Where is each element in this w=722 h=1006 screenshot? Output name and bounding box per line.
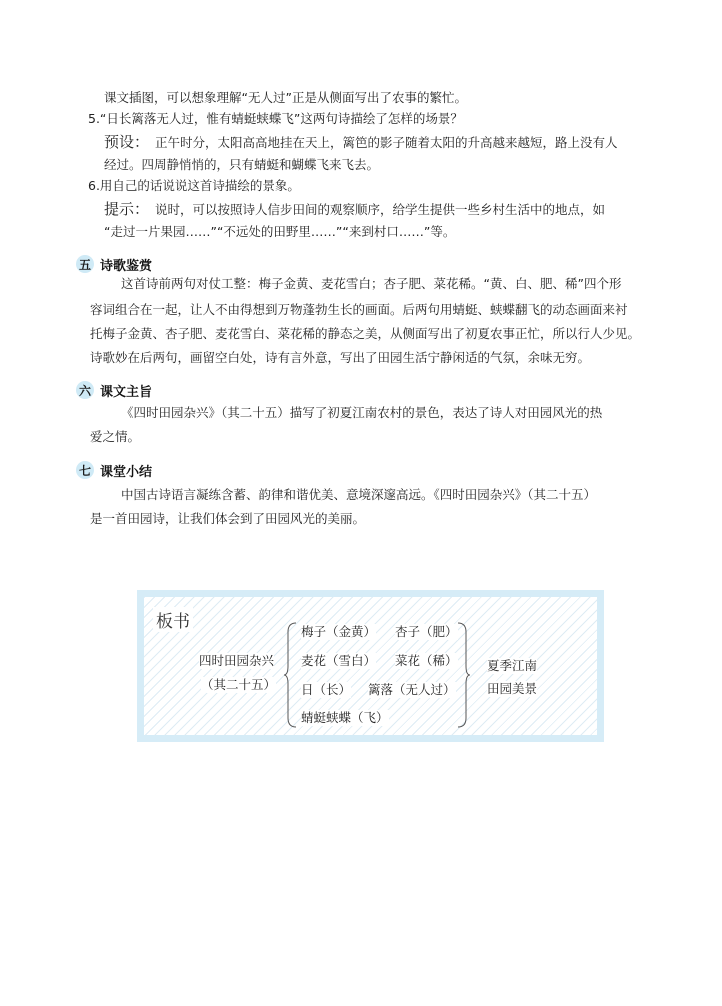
board-item: 杏子（肥） <box>395 624 458 639</box>
section-title: 诗歌鉴赏 <box>100 258 153 274</box>
blackboard-summary-box <box>137 590 604 742</box>
section-header-appreciation <box>76 255 152 273</box>
right-brace <box>457 622 471 728</box>
blackboard-label: 板书 <box>153 607 193 632</box>
section-title: 课堂小结 <box>100 464 153 480</box>
board-item: 篱落（无人过） <box>368 682 456 697</box>
text-line: 课文插图，可以想象理解“无人过”正是从侧面写出了农事的繁忙。 <box>104 90 467 105</box>
paragraph-line: 《四时田园杂兴》（其二十五）描写了初夏江南农村的景色，表达了诗人对田园风光的热 <box>121 405 603 420</box>
section-badge: 六 <box>76 381 94 399</box>
section-header-summary <box>76 461 152 479</box>
answer-text: 说时，可以按照诗人信步田间的观察顺序，给学生提供一些乡村生活中的地点，如 <box>155 202 606 217</box>
board-item: 蜻蜓蛱蝶（飞） <box>301 710 389 725</box>
board-summary: 夏季江南 <box>487 658 538 673</box>
board-item: 梅子（金黄） <box>301 624 377 639</box>
section-header-theme <box>76 381 152 399</box>
poem-title: 四时田园杂兴 <box>199 653 275 668</box>
paragraph-line: 爱之情。 <box>90 429 141 444</box>
board-summary: 田园美景 <box>487 681 538 696</box>
paragraph-line: 托梅子金黄、杏子肥、麦花雪白、菜花稀的静态之美，从侧面写出了初夏农事正忙，所以行人少见。 <box>90 326 641 341</box>
section-badge: 五 <box>76 255 94 273</box>
board-item: 菜花（稀） <box>395 653 458 668</box>
q5-answer-line-1 <box>104 134 618 151</box>
q6-answer-line-1 <box>104 201 605 218</box>
paragraph-line: 是一首田园诗，让我们体会到了田园风光的美丽。 <box>90 511 366 526</box>
q6-answer-line-2: “走过一片果园……”“不远处的田野里……”“来到村口……”等。 <box>104 224 456 239</box>
paragraph-line: 这首诗前两句对仗工整：梅子金黄、麦花雪白；杏子肥、菜花稀。“黄、白、肥、稀”四个形 <box>121 276 622 291</box>
poem-subtitle: （其二十五） <box>201 677 277 692</box>
answer-text: 正午时分，太阳高高地挂在天上，篱笆的影子随着太阳的升高越来越短，路上没有人 <box>155 135 618 150</box>
paragraph-line: 中国古诗语言凝练含蓄、韵律和谐优美、意境深邃高远。《四时田园杂兴》（其二十五） <box>121 487 597 502</box>
question-5: 5.“日长篱落无人过，惟有蜻蜓蛱蝶飞”这两句诗描绘了怎样的场景？ <box>88 111 463 126</box>
q5-answer-line-2: 经过。四周静悄悄的，只有蜻蜓和蝴蝶飞来飞去。 <box>104 157 380 172</box>
hint-label: 提示： <box>104 200 150 218</box>
question-6: 6.用自己的话说说这首诗描绘的景象。 <box>88 178 300 193</box>
section-title: 课文主旨 <box>100 384 153 400</box>
section-badge: 七 <box>76 461 94 479</box>
board-item: 麦花（雪白） <box>301 653 377 668</box>
board-item: 日（长） <box>301 682 352 697</box>
hint-label: 预设： <box>104 133 150 151</box>
paragraph-line: 诗歌妙在后两句，画留空白处，诗有言外意，写出了田园生活宁静闲适的气氛，余味无穷。 <box>90 350 591 365</box>
left-brace <box>283 622 297 728</box>
paragraph-line: 容词组合在一起，让人不由得想到万物蓬勃生长的画面。后两句用蜻蜓、蛱蝶翻飞的动态画面来衬 <box>90 302 628 317</box>
